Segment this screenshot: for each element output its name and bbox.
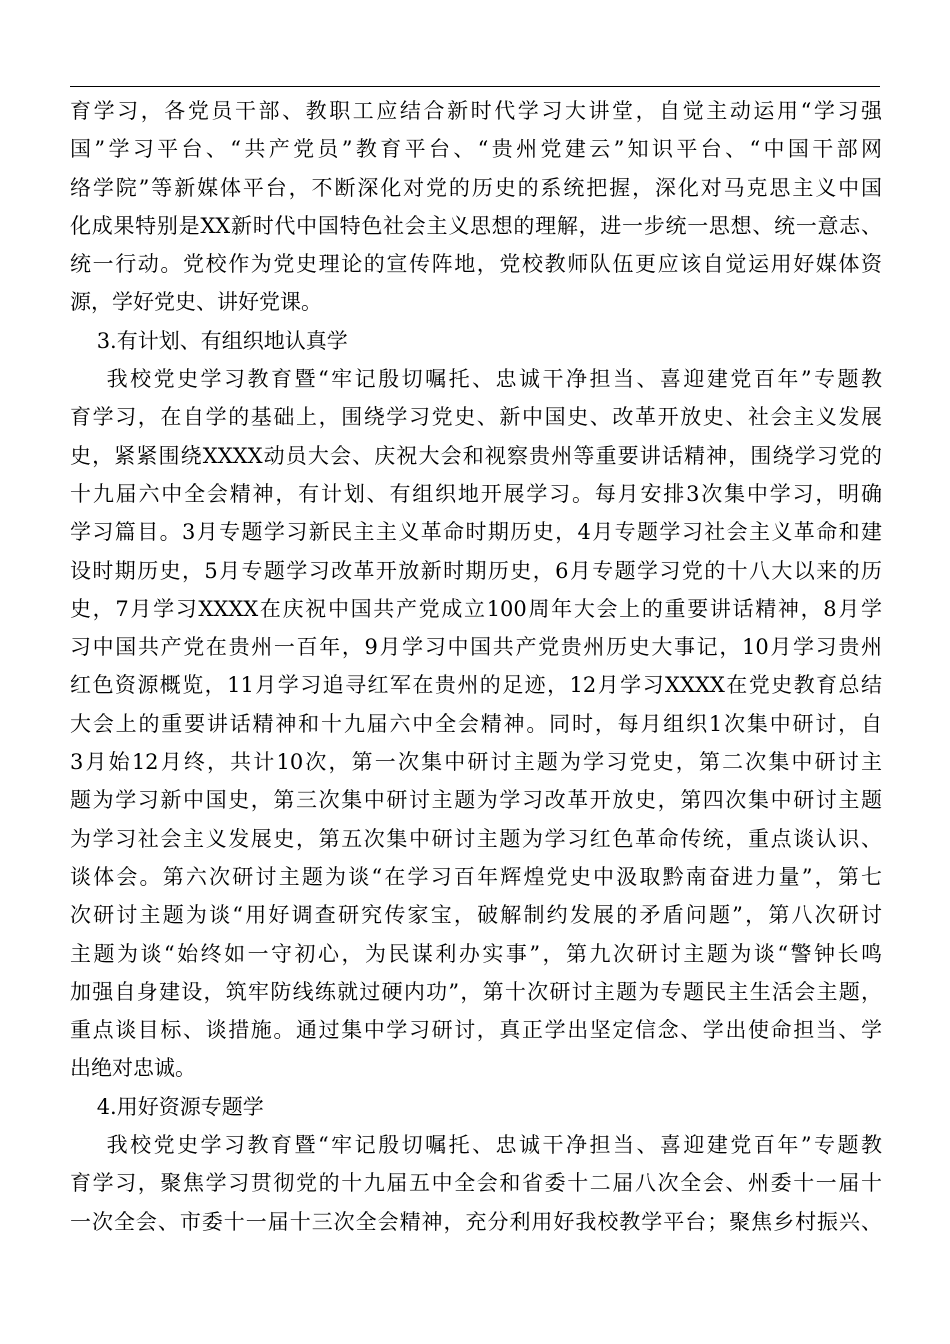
text-line: 十九届六中全会精神，有计划、有组织地开展学习。每月安排3次集中学习，明确 [70, 481, 882, 506]
section-heading: 3.有计划、有组织地认真学 [70, 328, 348, 353]
body-text [70, 92, 882, 1241]
header-rule [70, 86, 880, 87]
text-line: 史，紧紧围绕XXXX动员大会、庆祝大会和视察贵州等重要讲话精神，围绕学习党的 [70, 443, 882, 468]
section-heading: 4.用好资源专题学 [70, 1094, 264, 1119]
text-line: 络学院”等新媒体平台，不断深化对党的历史的系统把握，深化对马克思主义中国 [70, 175, 882, 200]
text-line: 3月始12月终，共计10次，第一次集中研讨主题为学习党史，第二次集中研讨主 [70, 750, 882, 775]
text-line: 红色资源概览，11月学习追寻红军在贵州的足迹，12月学习XXXX在党史教育总结 [70, 673, 882, 698]
text-line: 重点谈目标、谈措施。通过集中学习研讨，真正学出坚定信念、学出使命担当、学 [70, 1018, 882, 1043]
text-line: 为学习社会主义发展史，第五次集中研讨主题为学习红色革命传统，重点谈认识、 [70, 826, 882, 851]
text-line: 史，7月学习XXXX在庆祝中国共产党成立100周年大会上的重要讲话精神，8月学 [70, 596, 882, 621]
text-line: 加强自身建设，筑牢防线练就过硬内功”，第十次研讨主题为专题民主生活会主题， [70, 979, 882, 1004]
text-line: 我校党史学习教育暨“牢记殷切嘱托、忠诚干净担当、喜迎建党百年”专题教 [70, 1133, 882, 1158]
text-line: 化成果特别是XX新时代中国特色社会主义思想的理解，进一步统一思想、统一意志、 [70, 213, 882, 238]
text-line: 大会上的重要讲话精神和十九届六中全会精神。同时，每月组织1次集中研讨，自 [70, 711, 882, 736]
text-line: 主题为谈“始终如一守初心，为民谋利办实事”，第九次研讨主题为谈“警钟长鸣 [70, 941, 882, 966]
text-line: 设时期历史，5月专题学习改革开放新时期历史，6月专题学习党的十八大以来的历 [70, 558, 882, 583]
text-line: 题为学习新中国史，第三次集中研讨主题为学习改革开放史，第四次集中研讨主题 [70, 788, 882, 813]
text-line: 源，学好党史、讲好党课。 [70, 290, 322, 315]
text-line: 统一行动。党校作为党史理论的宣传阵地，党校教师队伍更应该自觉运用好媒体资 [70, 252, 882, 277]
text-line: 育学习，各党员干部、教职工应结合新时代学习大讲堂，自觉主动运用“学习强 [70, 99, 882, 123]
text-line: 次研讨主题为谈“用好调查研究传家宝，破解制约发展的矛盾问题”，第八次研讨 [70, 903, 882, 928]
text-line: 一次全会、市委十一届十三次全会精神，充分利用好我校教学平台；聚焦乡村振兴、 [70, 1209, 882, 1234]
text-line: 出绝对忠诚。 [70, 1056, 196, 1081]
text-line: 育学习，聚焦学习贯彻党的十九届五中全会和省委十二届八次全会、州委十一届十 [70, 1171, 882, 1196]
text-line: 学习篇目。3月专题学习新民主主义革命时期历史，4月专题学习社会主义革命和建 [70, 520, 882, 545]
text-line: 国”学习平台、“共产党员”教育平台、“贵州党建云”知识平台、“中国干部网 [70, 137, 882, 162]
text-line: 育学习，在自学的基础上，围绕学习党史、新中国史、改革开放史、社会主义发展 [70, 405, 882, 430]
text-line: 习中国共产党在贵州一百年，9月学习中国共产党贵州历史大事记，10月学习贵州 [70, 635, 882, 660]
text-line: 谈体会。第六次研讨主题为谈“在学习百年辉煌党史中汲取黔南奋进力量”，第七 [70, 864, 882, 889]
text-line: 我校党史学习教育暨“牢记殷切嘱托、忠诚干净担当、喜迎建党百年”专题教 [70, 367, 882, 392]
